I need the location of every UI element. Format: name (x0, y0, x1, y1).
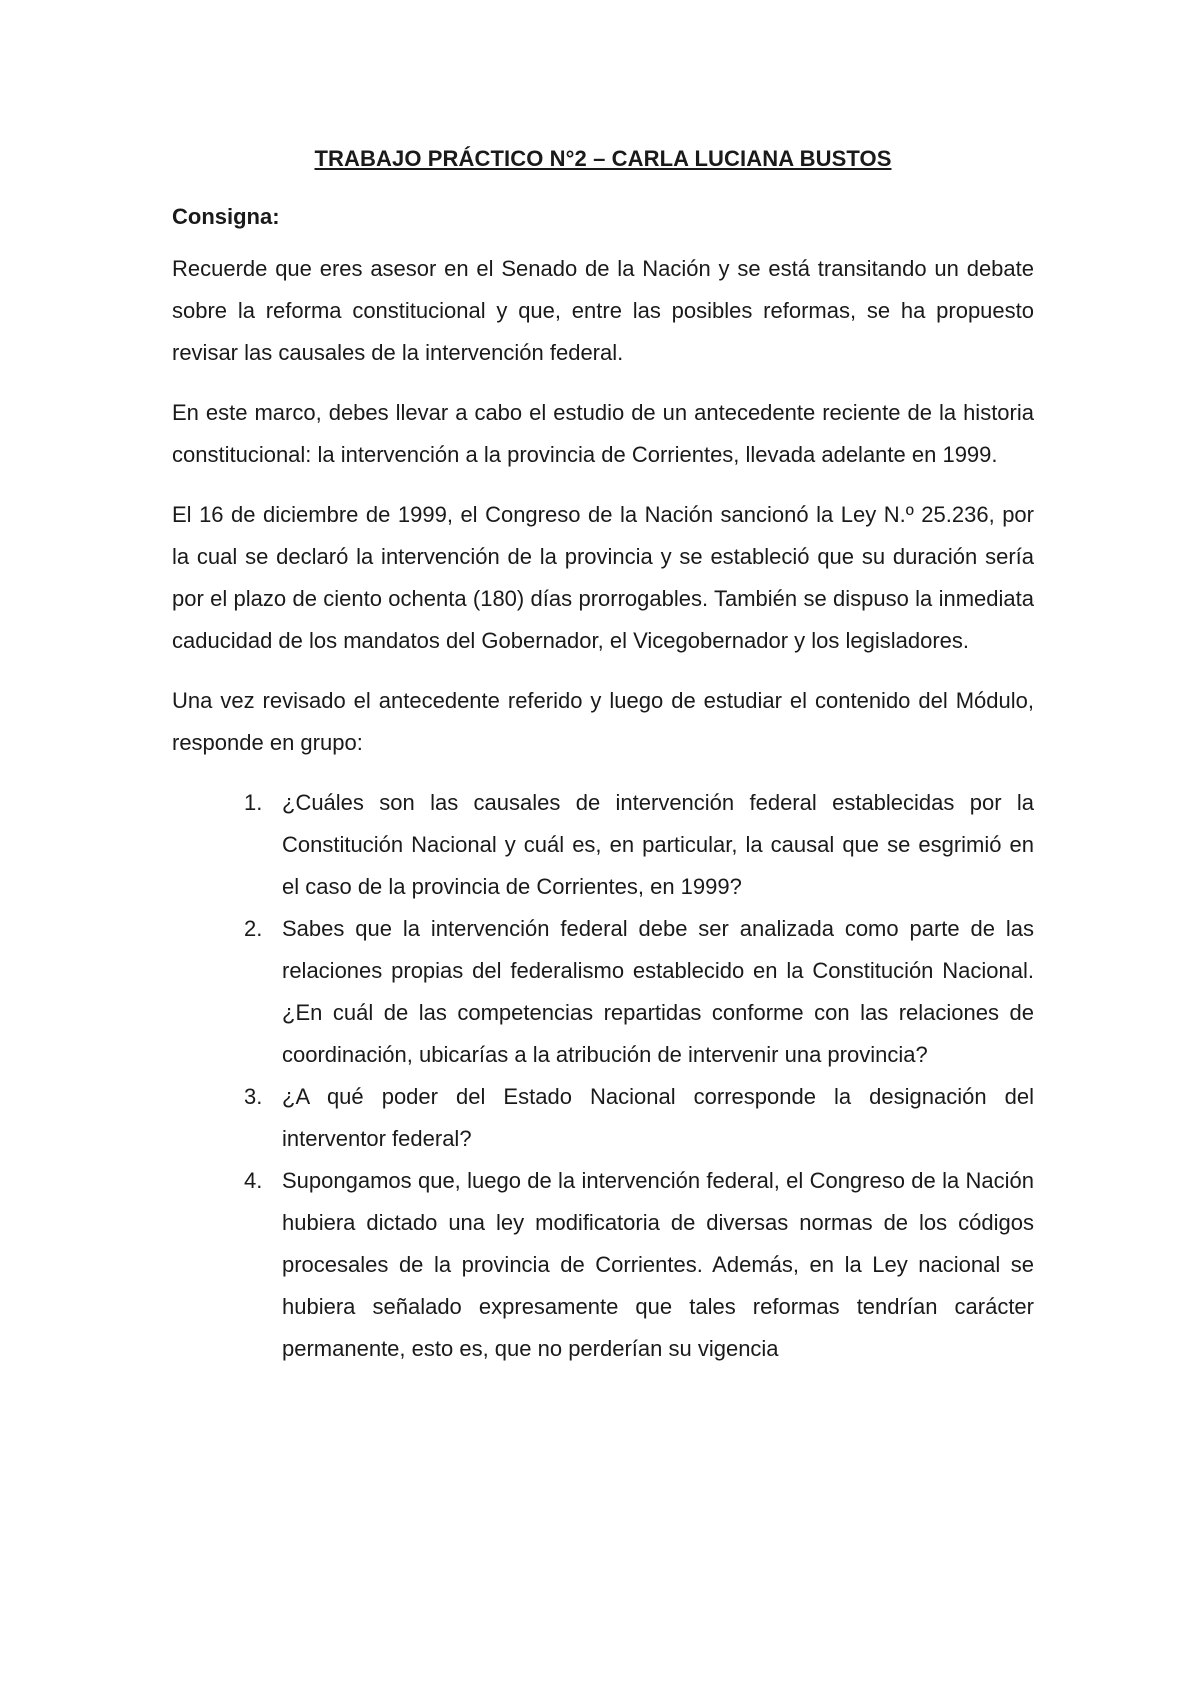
question-item (244, 1076, 1034, 1160)
document-title: TRABAJO PRÁCTICO N°2 – CARLA LUCIANA BUSTOS (314, 146, 892, 171)
question-text: Supongamos que, luego de la intervención federal, el Congreso de la Nación hubiera dictado una ley modificatoria de diversas normas de los códigos procesales de la provincia de Corrientes. Además, en la Ley nacional se hubiera señalado expresamente que tales reformas tendrían carácter permanente, esto es, que no perderían su vigencia (282, 1168, 1034, 1361)
question-text: Sabes que la intervención federal debe ser analizada como parte de las relaciones propias del federalismo establecido en la Constitución Nacional. ¿En cuál de las competencias repartidas conforme con las relaciones de coordinación, ubicarías a la atribución de intervenir una provincia? (282, 916, 1034, 1067)
question-text: ¿A qué poder del Estado Nacional corresponde la designación del interventor federal? (282, 1084, 1034, 1151)
question-number: 1. (244, 790, 263, 815)
question-list (172, 782, 1034, 1370)
question-number: 4. (244, 1168, 263, 1193)
assignment-label: Consigna: (172, 204, 280, 229)
paragraph-intro: Recuerde que eres asesor en el Senado de la Nación y se está transitando un debate sobre la reforma constitucional y que, entre las posibles reformas, se ha propuesto revisar las causales de la intervención federal. (172, 256, 1034, 365)
question-item (244, 782, 1034, 908)
question-item (244, 908, 1034, 1076)
question-item (244, 1160, 1034, 1370)
document-body (172, 138, 1034, 1370)
paragraph-instruction: Una vez revisado el antecedente referido y luego de estudiar el contenido del Módulo, responde en grupo: (172, 688, 1034, 755)
question-text: ¿Cuáles son las causales de intervención federal establecidas por la Constitución Nacional y cuál es, en particular, la causal que se esgrimió en el caso de la provincia de Corrientes, en 1999? (282, 790, 1034, 899)
paragraph-law: El 16 de diciembre de 1999, el Congreso de la Nación sancionó la Ley N.º 25.236, por la cual se declaró la intervención de la provincia y se estableció que su duración sería por el plazo de ciento ochenta (180) días prorrogables. También se dispuso la inmediata caducidad de los mandatos del Gobernador, el Vicegobernador y los legisladores. (172, 502, 1034, 653)
question-number: 3. (244, 1084, 263, 1109)
paragraph-context: En este marco, debes llevar a cabo el estudio de un antecedente reciente de la historia constitucional: la intervención a la provincia de Corrientes, llevada adelante en 1999. (172, 400, 1034, 467)
question-number: 2. (244, 916, 263, 941)
